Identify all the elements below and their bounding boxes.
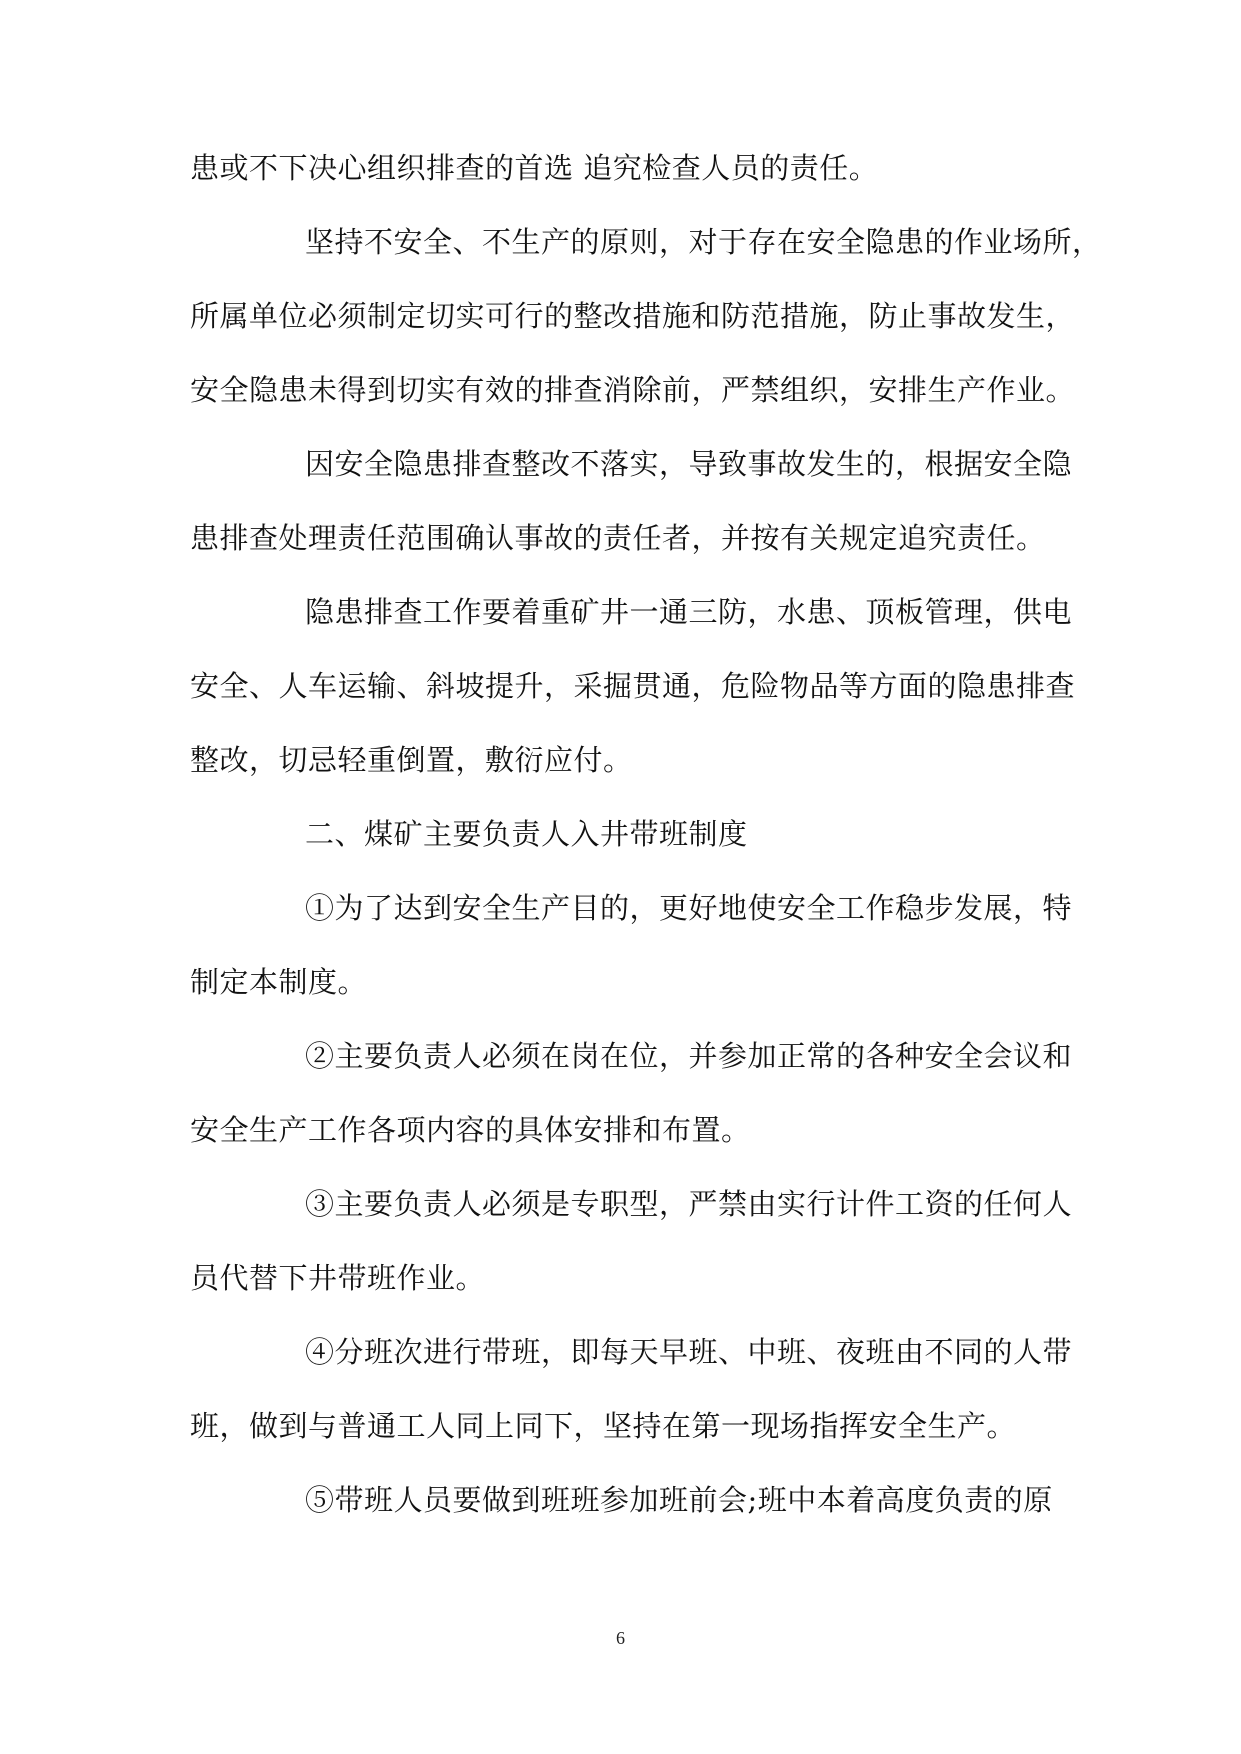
list-item-line: ④分班次进行带班，即每天早班、中班、夜班由不同的人带 — [305, 1335, 1073, 1369]
list-item-line: 员代替下井带班作业。 — [190, 1261, 486, 1295]
paragraph-line: 隐患排查工作要着重矿井一通三防，水患、顶板管理，供电 — [305, 595, 1073, 629]
list-item-line: 安全生产工作各项内容的具体安排和布置。 — [190, 1113, 751, 1147]
paragraph-line: 安全隐患未得到切实有效的排查消除前，严禁组织，安排生产作业。 — [190, 373, 1076, 407]
paragraph-line: 坚持不安全、不生产的原则，对于存在安全隐患的作业场所， — [305, 225, 1102, 259]
paragraph-line: 患排查处理责任范围确认事故的责任者，并按有关规定追究责任。 — [190, 521, 1046, 555]
paragraph-line: 患或不下决心组织排查的首选 追究检查人员的责任。 — [190, 151, 879, 185]
list-item-line: ⑤带班人员要做到班班参加班前会;班中本着高度负责的原 — [305, 1483, 1053, 1517]
paragraph-line: 因安全隐患排查整改不落实，导致事故发生的，根据安全隐 — [305, 447, 1073, 481]
page-number: 6 — [616, 1628, 625, 1648]
list-item-line: 制定本制度。 — [190, 965, 368, 999]
list-item-line: ②主要负责人必须在岗在位，并参加正常的各种安全会议和 — [305, 1039, 1073, 1073]
paragraph-line: 安全、人车运输、斜坡提升，采掘贯通，危险物品等方面的隐患排查 — [190, 669, 1076, 703]
list-item-line: ③主要负责人必须是专职型，严禁由实行计件工资的任何人 — [305, 1187, 1073, 1221]
list-item-line: 班，做到与普通工人同上同下，坚持在第一现场指挥安全生产。 — [190, 1409, 1017, 1443]
paragraph-line: 所属单位必须制定切实可行的整改措施和防范措施，防止事故发生， — [190, 299, 1076, 333]
section-heading: 二、煤矿主要负责人入井带班制度 — [305, 817, 748, 851]
paragraph-line: 整改，切忌轻重倒置，敷衍应付。 — [190, 743, 633, 777]
list-item-line: ①为了达到安全生产目的，更好地使安全工作稳步发展，特 — [305, 891, 1073, 925]
